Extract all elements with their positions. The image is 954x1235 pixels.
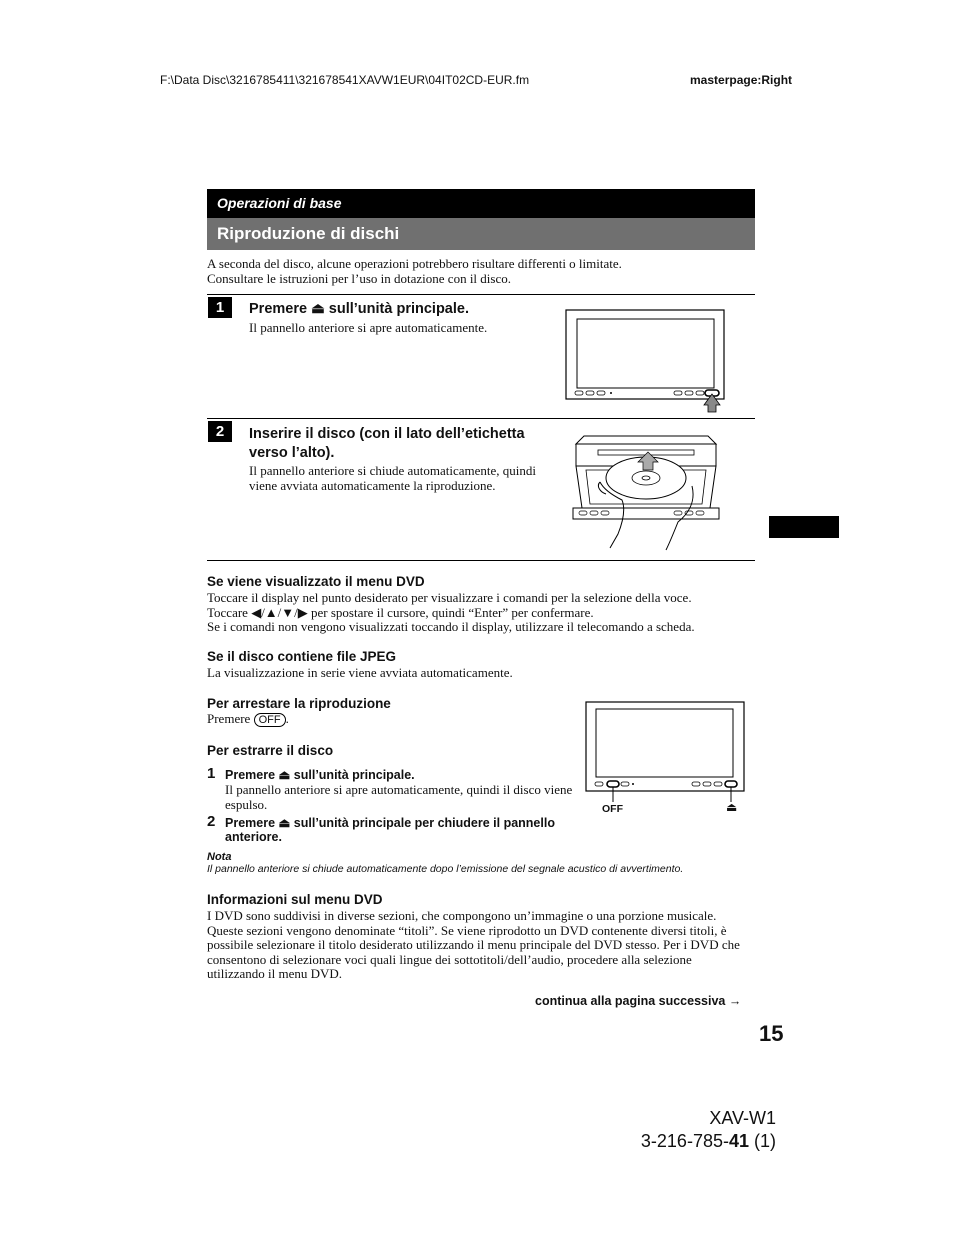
step-title: Premere ⏏ sull’unità principale.	[249, 301, 469, 317]
step-body: Il pannello anteriore si chiude automaticamente, quindi viene avviata automaticamente la riproduzione.	[249, 463, 536, 493]
unit-buttons-illustration	[585, 700, 747, 814]
substep-body: Il pannello anteriore si apre automaticamente, quindi il disco viene espulso.	[225, 782, 573, 812]
divider	[207, 418, 755, 419]
section-bar	[207, 189, 755, 218]
note-heading: Nota	[207, 851, 232, 863]
substep-number: 1	[207, 765, 216, 782]
section-title: Operazioni di base	[217, 195, 342, 211]
thumb-tab	[769, 516, 839, 538]
note-text: Il pannello anteriore si chiude automaticamente dopo l’emissione del segnale acustico di avvertimento.	[207, 863, 684, 875]
stop-text: Premere OFF .	[207, 711, 289, 726]
page-title: Riproduzione di dischi	[217, 224, 400, 243]
step-number: 2	[208, 421, 232, 442]
page-number: 15	[759, 1021, 784, 1046]
off-key: OFF	[254, 713, 286, 727]
heading-stop: Per arrestare la riproduzione	[207, 696, 391, 711]
title-bar	[207, 218, 755, 250]
heading-dvd-menu: Se viene visualizzato il menu DVD	[207, 574, 425, 589]
file-path: F:\Data Disc\3216785411\321678541XAVW1EUR\04IT02CD-EUR.fm	[160, 73, 530, 87]
substep-title: Premere ⏏ sull’unità principale per chiudere il pannello anteriore.	[225, 816, 555, 844]
eject-icon: ⏏	[726, 800, 738, 814]
intro-text: A seconda del disco, alcune operazioni potrebbero risultare differenti o limitate. Consultare le istruzioni per l’uso in dotazione con il disco.	[207, 256, 622, 286]
step-number: 1	[208, 297, 232, 318]
step-title: Inserire il disco (con il lato dell’etichetta verso l’alto).	[249, 426, 525, 461]
divider	[207, 294, 755, 295]
dvd-menu-text: Toccare il display nel punto desiderato per visualizzare i comandi per la selezione della voce. Toccare ◀/▲/▼/▶ per spostare il cursore, quindi “Enter” per confermare. Se i comandi non vengono visualizzati toccando il display, utilizzare il telecomando a scheda.	[207, 590, 695, 634]
heading-eject: Per estrarre il disco	[207, 743, 334, 758]
divider	[207, 560, 755, 561]
substep-title: Premere ⏏ sull’unità principale.	[225, 768, 415, 782]
model-code: XAV-W1 3-216-785-41 (1)	[640, 1108, 776, 1151]
heading-jpeg: Se il disco contiene file JPEG	[207, 649, 397, 664]
continue-note: continua alla pagina successiva →	[535, 994, 742, 1008]
disc-insert-illustration	[570, 430, 720, 552]
unit-front-open-illustration	[565, 308, 730, 414]
heading-info: Informazioni sul menu DVD	[207, 892, 383, 907]
info-text: I DVD sono suddivisi in diverse sezioni, che compongono un’immagine o una porzione musicale. Queste sezioni vengono denominate “titoli”. Se viene riprodotto un DVD contenente diversi titoli, è possibile selezionare il titolo desiderato utilizzando il menu principale del DVD stesso. Per i DVD che consentono di selezionare voci quali lingue dei sottotitoli/dell’audio, procedere alla selezione utilizzando il menu DVD.	[207, 908, 740, 981]
substep-number: 2	[207, 813, 216, 830]
jpeg-text: La visualizzazione in serie viene avviata automaticamente.	[207, 665, 513, 680]
step-body: Il pannello anteriore si apre automaticamente.	[249, 320, 488, 335]
off-label: OFF	[602, 803, 623, 815]
masterpage-label: masterpage:Right	[690, 73, 793, 87]
